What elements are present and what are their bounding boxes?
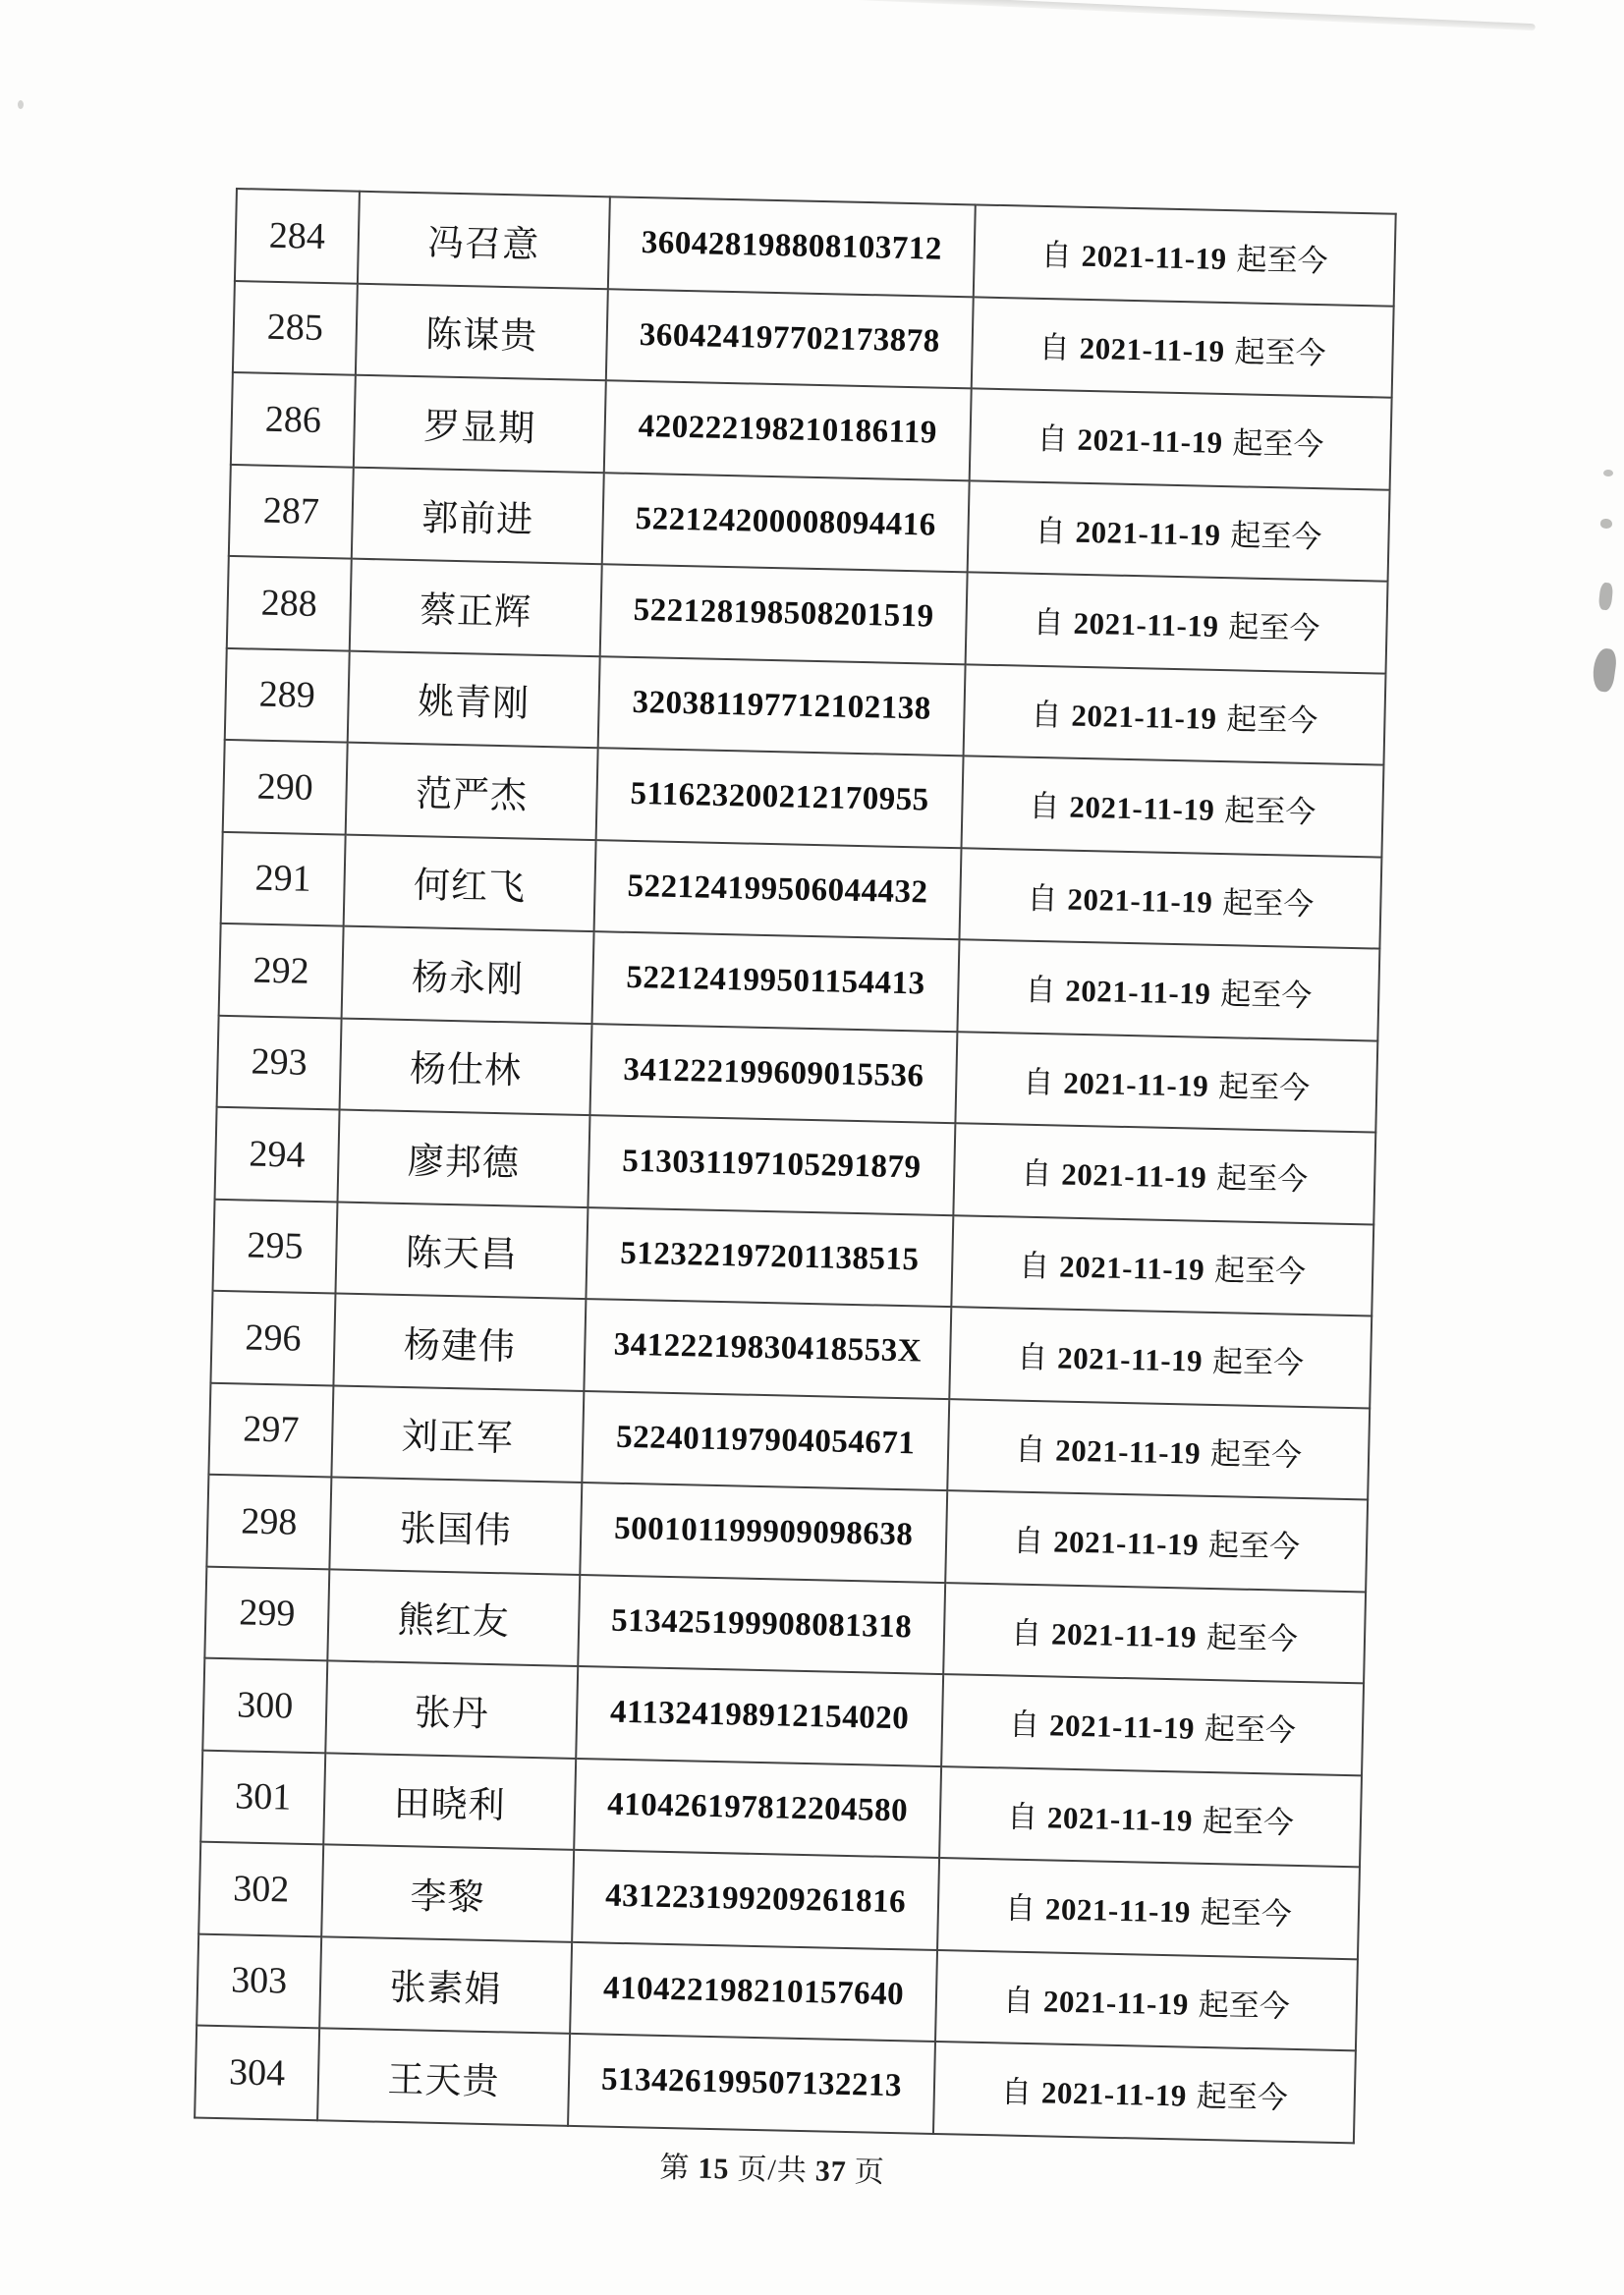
period-date: 2021-11-19: [1056, 1340, 1204, 1378]
period-text: 自: [1035, 513, 1066, 549]
name-cell: 杨仕林: [340, 1018, 592, 1115]
period-cell: [968, 480, 1390, 582]
period-text: 起至今: [1211, 1344, 1305, 1381]
period-date: 2021-11-19: [1040, 2075, 1188, 2113]
period-text: 自: [1033, 605, 1064, 641]
page-footer: [193, 2132, 1353, 2201]
name-cell: 范严杰: [346, 743, 598, 840]
period-date: 2021-11-19: [1069, 789, 1215, 828]
id-number-cell: 320381197712102138: [598, 656, 966, 756]
period-date: 2021-11-19: [1062, 1065, 1209, 1103]
period-cell: [957, 939, 1379, 1040]
scan-speck-artifact: [1598, 582, 1614, 610]
id-number-cell: 34122219830418553X: [584, 1299, 951, 1399]
period-text: 起至今: [1213, 1252, 1307, 1289]
period-date: 2021-11-19: [1048, 1707, 1196, 1746]
period-text: 起至今: [1219, 977, 1313, 1014]
period-cell: [949, 1307, 1372, 1408]
period-text: 自: [1004, 1890, 1036, 1927]
period-cell: [943, 1583, 1366, 1684]
period-text: 起至今: [1200, 1895, 1293, 1932]
id-number-cell: 511623200212170955: [596, 748, 964, 848]
period-text: 自: [1025, 972, 1056, 1008]
row-number-cell: 301: [200, 1750, 325, 1844]
period-date: 2021-11-19: [1071, 698, 1217, 736]
name-cell: 张丹: [325, 1660, 578, 1758]
row-number-cell: 284: [235, 189, 360, 283]
period-text: 起至今: [1236, 242, 1328, 279]
period-date: 2021-11-19: [1044, 1891, 1192, 1930]
name-cell: 田晓利: [323, 1753, 576, 1850]
id-number-cell: 420222198210186119: [604, 380, 972, 480]
period-cell: [941, 1674, 1364, 1775]
id-number-cell: 513031197105291879: [588, 1115, 955, 1215]
id-number-cell: 522401197904054671: [582, 1391, 949, 1491]
period-text: 起至今: [1230, 517, 1322, 554]
name-cell: 李黎: [321, 1844, 574, 1941]
name-cell: 蔡正辉: [350, 559, 602, 656]
period-text: 起至今: [1228, 609, 1320, 646]
footer-total-pages: 37: [814, 2154, 848, 2188]
period-date: 2021-11-19: [1052, 1524, 1200, 1562]
name-cell: 张国伟: [329, 1477, 582, 1574]
period-text: 起至今: [1232, 425, 1324, 463]
name-cell: 陈天昌: [335, 1202, 588, 1299]
scan-content: [193, 188, 1395, 2201]
period-text: 起至今: [1209, 1435, 1303, 1473]
period-date: 2021-11-19: [1050, 1616, 1198, 1654]
name-cell: 张素娟: [319, 1936, 572, 2034]
row-number-cell: 300: [202, 1658, 327, 1753]
footer-prefix: 第: [659, 2151, 691, 2185]
name-cell: 杨建伟: [333, 1293, 586, 1390]
period-date: 2021-11-19: [1046, 1800, 1194, 1838]
id-number-cell: 522124199501154413: [592, 931, 960, 1032]
period-text: 自: [1031, 697, 1062, 733]
id-number-cell: 341222199609015536: [589, 1024, 957, 1124]
period-cell: [937, 1858, 1360, 1959]
period-date: 2021-11-19: [1073, 605, 1219, 644]
period-cell: [955, 1032, 1377, 1133]
row-number-cell: 302: [198, 1842, 323, 1936]
period-cell: [935, 1950, 1358, 2051]
row-number-cell: 297: [208, 1382, 333, 1477]
row-number-cell: 288: [227, 556, 352, 650]
person-roster-table: [194, 188, 1397, 2144]
period-cell: [959, 848, 1381, 949]
period-text: 自: [1006, 1799, 1038, 1834]
period-text: 起至今: [1205, 1619, 1299, 1656]
period-cell: [947, 1399, 1370, 1500]
row-number-cell: 293: [217, 1015, 342, 1109]
period-text: 自: [1038, 329, 1071, 365]
period-text: 自: [1008, 1707, 1040, 1743]
row-number-cell: 294: [215, 1107, 340, 1202]
name-cell: 陈谋贵: [356, 283, 608, 380]
period-date: 2021-11-19: [1081, 239, 1228, 277]
row-number-cell: 296: [210, 1291, 335, 1385]
scan-streak-artifact: [830, 0, 1536, 30]
period-text: 起至今: [1202, 1803, 1295, 1840]
row-number-cell: 304: [195, 2026, 319, 2120]
period-cell: [945, 1490, 1368, 1592]
name-cell: 刘正军: [331, 1385, 584, 1483]
period-cell: [951, 1215, 1373, 1316]
period-text: 自: [1016, 1339, 1048, 1375]
name-cell: 姚青刚: [348, 650, 600, 748]
row-number-cell: 295: [213, 1199, 338, 1293]
name-cell: 郭前进: [352, 467, 604, 564]
period-text: 自: [1018, 1248, 1050, 1284]
period-text: 起至今: [1226, 700, 1318, 738]
period-date: 2021-11-19: [1079, 330, 1225, 368]
row-number-cell: 303: [196, 1933, 321, 2028]
row-number-cell: 289: [225, 647, 350, 742]
row-number-cell: 292: [219, 924, 344, 1018]
id-number-cell: 360428198808103712: [608, 196, 976, 297]
id-number-cell: 522124200008094416: [602, 473, 970, 573]
period-date: 2021-11-19: [1058, 1249, 1205, 1287]
name-cell: 何红飞: [344, 834, 596, 931]
name-cell: 王天贵: [317, 2028, 570, 2125]
period-text: 自: [1036, 421, 1069, 457]
id-number-cell: 360424197702173878: [606, 289, 974, 389]
row-number-cell: 291: [221, 831, 346, 925]
period-text: 自: [1022, 1064, 1054, 1100]
id-number-cell: 522124199506044432: [594, 840, 962, 940]
period-text: 自: [1027, 880, 1058, 917]
scan-speck-artifact: [1600, 519, 1612, 529]
period-text: 自: [1002, 1983, 1035, 2018]
period-cell: [972, 297, 1394, 398]
id-number-cell: 410426197812204580: [574, 1758, 941, 1858]
period-date: 2021-11-19: [1067, 881, 1213, 920]
id-number-cell: 513425199908081318: [578, 1574, 945, 1674]
period-text: 起至今: [1223, 793, 1316, 830]
footer-page-number: 15: [698, 2152, 730, 2185]
roster-table-body: [195, 189, 1396, 2143]
footer-middle: 页/共: [737, 2153, 809, 2187]
id-number-cell: 411324198912154020: [576, 1666, 943, 1766]
id-number-cell: 522128198508201519: [600, 564, 968, 664]
period-cell: [933, 2042, 1356, 2143]
period-date: 2021-11-19: [1060, 1156, 1207, 1196]
period-text: 起至今: [1204, 1711, 1297, 1749]
row-number-cell: 287: [229, 464, 354, 558]
period-cell: [962, 756, 1384, 857]
row-number-cell: 299: [204, 1566, 329, 1660]
id-number-cell: 512322197201138515: [586, 1207, 953, 1308]
period-text: 自: [1010, 1615, 1042, 1651]
period-text: 自: [1014, 1431, 1046, 1468]
period-text: 自: [1012, 1523, 1044, 1559]
period-text: 起至今: [1217, 1068, 1311, 1105]
period-date: 2021-11-19: [1054, 1432, 1202, 1471]
period-cell: [974, 204, 1396, 306]
period-date: 2021-11-19: [1042, 1984, 1190, 2022]
period-text: 起至今: [1207, 1528, 1301, 1565]
period-text: 自: [1020, 1155, 1052, 1192]
period-text: 自: [1040, 238, 1073, 273]
name-cell: 杨永刚: [342, 926, 594, 1024]
period-text: 起至今: [1234, 333, 1326, 370]
id-number-cell: 500101199909098638: [580, 1483, 947, 1583]
row-number-cell: 286: [231, 372, 356, 467]
row-number-cell: 290: [223, 740, 348, 834]
period-cell: [970, 388, 1392, 489]
scan-speck-artifact: [1603, 470, 1613, 476]
period-text: 起至今: [1198, 1987, 1291, 2024]
name-cell: 熊红友: [327, 1569, 580, 1666]
period-text: 起至今: [1215, 1160, 1309, 1198]
name-cell: 廖邦德: [338, 1110, 590, 1207]
period-date: 2021-11-19: [1077, 422, 1223, 461]
period-cell: [964, 664, 1386, 765]
period-text: 起至今: [1196, 2079, 1289, 2116]
row-number-cell: 285: [233, 280, 358, 374]
id-number-cell: 431223199209261816: [572, 1850, 939, 1950]
id-number-cell: 410422198210157640: [570, 1941, 937, 2042]
period-cell: [953, 1123, 1375, 1224]
name-cell: 冯召意: [358, 192, 610, 289]
scan-speck-artifact: [18, 100, 24, 109]
scan-speck-artifact: [1591, 647, 1618, 694]
row-number-cell: 298: [206, 1475, 331, 1569]
id-number-cell: 513426199507132213: [568, 2034, 935, 2134]
period-text: 自: [1000, 2074, 1033, 2110]
period-cell: [966, 572, 1388, 673]
period-date: 2021-11-19: [1075, 514, 1221, 552]
footer-suffix: 页: [854, 2155, 886, 2189]
period-cell: [939, 1766, 1362, 1868]
period-text: 自: [1029, 789, 1060, 824]
name-cell: 罗显期: [354, 375, 606, 473]
period-date: 2021-11-19: [1065, 973, 1211, 1012]
period-text: 起至今: [1221, 884, 1315, 922]
